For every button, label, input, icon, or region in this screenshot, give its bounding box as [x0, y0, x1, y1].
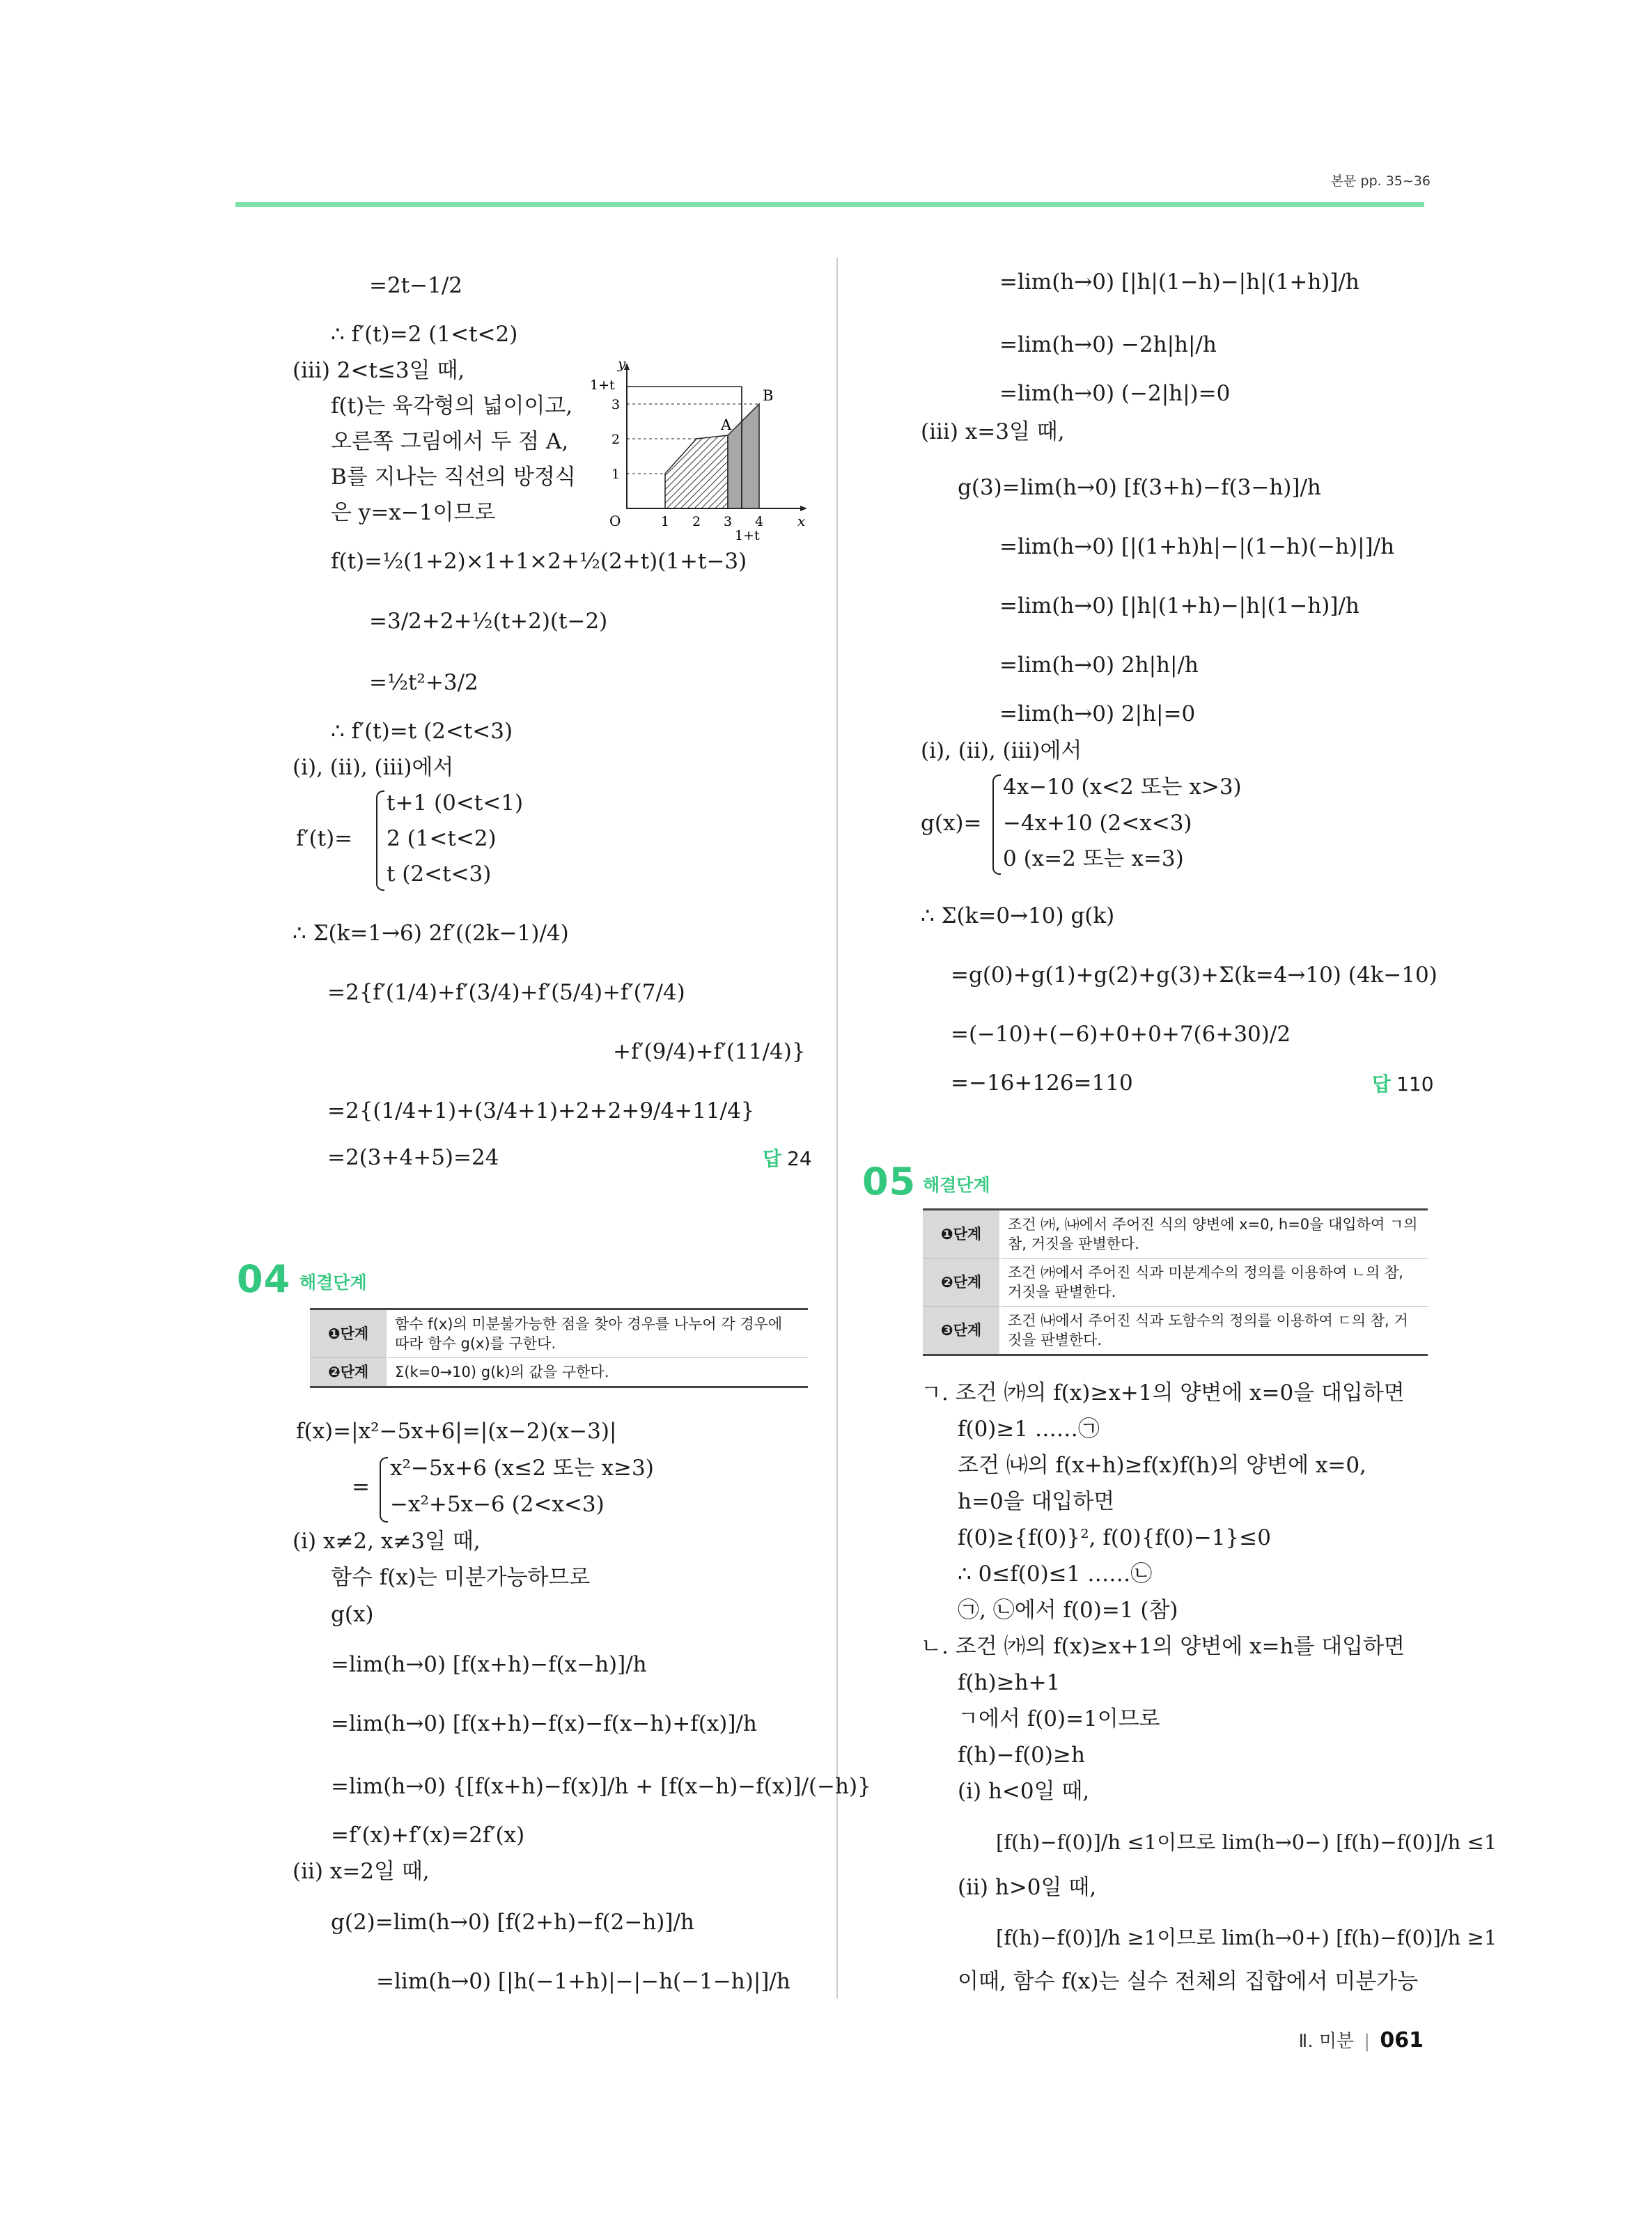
math-line: =lim(h→0) −2h|h|/h — [999, 332, 1217, 357]
text-line: 오른쪽 그림에서 두 점 A, — [331, 429, 569, 454]
step-row — [923, 1307, 1428, 1355]
y-tick-2: 2 — [611, 432, 621, 447]
page-number: 061 — [1380, 2028, 1424, 2053]
math-line: ∴ 0≤f(0)≤1 ……㉡ — [958, 1562, 1153, 1587]
left-brace — [376, 791, 384, 891]
x-label: x — [797, 513, 806, 529]
math-line: =lim(h→0) [|h|(1+h)−|h|(1−h)]/h — [999, 593, 1359, 618]
steps-table — [923, 1208, 1428, 1356]
answer-tag: 답 — [763, 1147, 782, 1170]
math-line: g(x)= — [921, 811, 982, 836]
step-row — [923, 1210, 1428, 1259]
text-line: (ii) x=2일 때, — [293, 1859, 430, 1884]
x-tick-4: 4 — [755, 514, 764, 529]
text-line: 은 y=x−1이므로 — [331, 500, 496, 525]
y-tick-1: 1 — [611, 467, 621, 482]
y-label: y — [618, 359, 626, 372]
math-line: =3/2+2+½(t+2)(t−2) — [369, 609, 608, 634]
page-reference: 본문 pp. 35~36 — [1330, 173, 1431, 189]
text-line: ㉠, ㉡에서 f(0)=1 (참) — [958, 1598, 1178, 1623]
step-label: ❶단계 — [310, 1309, 387, 1358]
math-line: f(h)≥h+1 — [958, 1670, 1061, 1695]
column-divider — [836, 258, 838, 1999]
step-label: ❷단계 — [923, 1259, 1000, 1307]
x-tick-2: 2 — [692, 514, 701, 529]
section-number: 05 — [862, 1160, 917, 1204]
math-line: f(0)≥1 ……㉠ — [958, 1417, 1100, 1442]
math-line: f′(t)= — [296, 826, 353, 851]
point-b-label: B — [763, 387, 774, 404]
x-arrow — [800, 506, 807, 511]
step-label: ❸단계 — [923, 1307, 1000, 1355]
section-title: 해결단계 — [923, 1175, 990, 1195]
answer-value: 24 — [787, 1147, 812, 1170]
chapter-label: Ⅱ. 미분 — [1298, 2031, 1355, 2052]
x-tick-3: 3 — [724, 514, 733, 529]
math-line: g(3)=lim(h→0) [f(3+h)−f(3−h)]/h — [958, 475, 1321, 500]
text-line: (iii) x=3일 때, — [921, 419, 1065, 444]
step-row — [310, 1309, 808, 1358]
math-line: f(0)≥{f(0)}², f(0){f(0)−1}≤0 — [958, 1525, 1271, 1550]
math-line: =lim(h→0) [|h|(1−h)−|h|(1+h)]/h — [999, 270, 1359, 295]
math-line: =g(0)+g(1)+g(2)+g(3)+Σ(k=4→10) (4k−10) — [951, 963, 1437, 988]
step-text: 조건 ㈎에서 주어진 식과 미분계수의 정의를 이용하여 ㄴ의 참, 거짓을 판별한다. — [1000, 1259, 1428, 1307]
math-line: =2(3+4+5)=24 — [327, 1145, 499, 1170]
answer-q4 — [1372, 1069, 1434, 1097]
origin-label: O — [609, 513, 621, 529]
math-line: =lim(h→0) [|(1+h)h|−|(1−h)(−h)|]/h — [999, 534, 1395, 559]
left-brace — [992, 774, 1001, 875]
math-line: [f(h)−f(0)]/h ≤1이므로 lim(h→0−) [f(h)−f(0)]/h ≤1 — [996, 1830, 1497, 1854]
case-line: −x²+5x−6 (2<x<3) — [390, 1492, 605, 1517]
case-line: t+1 (0<t<1) — [387, 791, 524, 816]
math-line: =lim(h→0) [f(x+h)−f(x)−f(x−h)+f(x)]/h — [331, 1711, 757, 1736]
case-line: −4x+10 (2<x<3) — [1003, 811, 1192, 836]
text-line: f(t)는 육각형의 넓이이고, — [331, 394, 573, 419]
text-line: (i), (ii), (iii)에서 — [293, 755, 454, 780]
step-row — [923, 1259, 1428, 1307]
case-line: x²−5x+6 (x≤2 또는 x≥3) — [390, 1456, 654, 1481]
case-line: 0 (x=2 또는 x=3) — [1003, 846, 1184, 871]
text-line: ㄴ. 조건 ㈎의 f(x)≥x+1의 양변에 x=h를 대입하면 — [921, 1634, 1405, 1659]
footer-divider: | — [1364, 2031, 1371, 2052]
point-a-label: A — [721, 416, 732, 433]
step-text: 조건 ㈎, ㈏에서 주어진 식의 양변에 x=0, h=0을 대입하여 ㄱ의 참, 거짓을 판별한다. — [1000, 1210, 1428, 1259]
math-line: =lim(h→0) {[f(x+h)−f(x)]/h + [f(x−h)−f(x)]/(−h)} — [331, 1774, 871, 1799]
text-line: (i) h<0일 때, — [958, 1779, 1090, 1804]
math-line: =½t²+3/2 — [369, 670, 478, 695]
text-line: B를 지나는 직선의 방정식 — [331, 465, 576, 490]
math-line: =2t−1/2 — [369, 273, 463, 298]
shaded-region — [728, 404, 759, 508]
step-text: 함수 f(x)의 미분불가능한 점을 찾아 경우를 나누어 각 경우에 따라 함수 g(x)를 구한다. — [387, 1309, 808, 1358]
math-line: ∴ Σ(k=0→10) g(k) — [921, 903, 1115, 928]
top-label: 1+t — [590, 377, 615, 393]
text-line: h=0을 대입하면 — [958, 1489, 1115, 1514]
math-line: ∴ f′(t)=2 (1<t<2) — [331, 322, 518, 347]
text-line: (i), (ii), (iii)에서 — [921, 738, 1082, 763]
math-line: ∴ f′(t)=t (2<t<3) — [331, 719, 513, 744]
steps-table — [310, 1308, 808, 1388]
section-title: 해결단계 — [299, 1272, 367, 1293]
math-line: =f′(x)+f′(x)=2f′(x) — [331, 1823, 525, 1848]
math-line: f(t)=½(1+2)×1+1×2+½(2+t)(1+t−3) — [331, 549, 747, 574]
y-tick-3: 3 — [611, 397, 621, 412]
answer-q3 — [763, 1144, 812, 1171]
answer-value: 110 — [1396, 1073, 1434, 1096]
text-line: ㄱ에서 f(0)=1이므로 — [958, 1706, 1160, 1731]
math-line: =lim(h→0) [f(x+h)−f(x−h)]/h — [331, 1652, 647, 1677]
header-rule — [235, 202, 1424, 207]
page-footer — [1299, 2027, 1424, 2053]
math-line: = — [352, 1474, 370, 1500]
case-line: t (2<t<3) — [387, 862, 492, 887]
math-line: (iii) 2<t≤3일 때, — [293, 358, 465, 383]
math-line: =lim(h→0) 2h|h|/h — [999, 653, 1199, 678]
case-line: 4x−10 (x<2 또는 x>3) — [1003, 774, 1242, 800]
math-line: =lim(h→0) [|h(−1+h)|−|−h(−1−h)|]/h — [376, 1969, 790, 1994]
section-number: 04 — [237, 1257, 291, 1301]
area-graph — [589, 359, 811, 540]
bottom-label: 1+t — [735, 528, 760, 540]
math-line: =−16+126=110 — [951, 1070, 1133, 1096]
math-line: f(x)=|x²−5x+6|=|(x−2)(x−3)| — [296, 1419, 617, 1444]
math-line: =lim(h→0) 2|h|=0 — [999, 701, 1196, 726]
step-label: ❷단계 — [310, 1358, 387, 1387]
hatched-region — [665, 435, 728, 508]
math-line: g(x) — [331, 1602, 374, 1627]
text-line: (ii) h>0일 때, — [958, 1875, 1097, 1900]
text-line: ㄱ. 조건 ㈎의 f(x)≥x+1의 양변에 x=0을 대입하면 — [921, 1380, 1405, 1405]
step-text: 조건 ㈏에서 주어진 식과 도함수의 정의를 이용하여 ㄷ의 참, 거짓을 판별한다. — [1000, 1307, 1428, 1355]
math-line: g(2)=lim(h→0) [f(2+h)−f(2−h)]/h — [331, 1910, 694, 1935]
math-line: f(h)−f(0)≥h — [958, 1743, 1085, 1768]
math-line: =2{(1/4+1)+(3/4+1)+2+2+9/4+11/4} — [327, 1098, 755, 1123]
answer-tag: 답 — [1372, 1073, 1392, 1096]
case-line: 2 (1<t<2) — [387, 826, 497, 851]
step-label: ❶단계 — [923, 1210, 1000, 1259]
math-line: ∴ Σ(k=1→6) 2f′((2k−1)/4) — [293, 921, 569, 946]
text-line: 조건 ㈏의 f(x+h)≥f(x)f(h)의 양변에 x=0, — [958, 1453, 1366, 1478]
step-row — [310, 1358, 808, 1387]
text-line: 이때, 함수 f(x)는 실수 전체의 집합에서 미분가능 — [958, 1969, 1419, 1994]
left-brace — [380, 1457, 388, 1523]
x-tick-1: 1 — [661, 514, 670, 529]
math-line: =2{f′(1/4)+f′(3/4)+f′(5/4)+f′(7/4) — [327, 980, 685, 1005]
math-line: [f(h)−f(0)]/h ≥1이므로 lim(h→0+) [f(h)−f(0)]/h ≥1 — [996, 1926, 1497, 1949]
math-line: =lim(h→0) (−2|h|)=0 — [999, 381, 1231, 406]
step-text: Σ(k=0→10) g(k)의 값을 구한다. — [387, 1358, 808, 1387]
text-line: 함수 f(x)는 미분가능하므로 — [331, 1565, 591, 1590]
math-line: +f′(9/4)+f′(11/4)} — [613, 1039, 806, 1064]
math-line: =(−10)+(−6)+0+0+7(6+30)/2 — [951, 1022, 1291, 1047]
text-line: (i) x≠2, x≠3일 때, — [293, 1529, 481, 1554]
